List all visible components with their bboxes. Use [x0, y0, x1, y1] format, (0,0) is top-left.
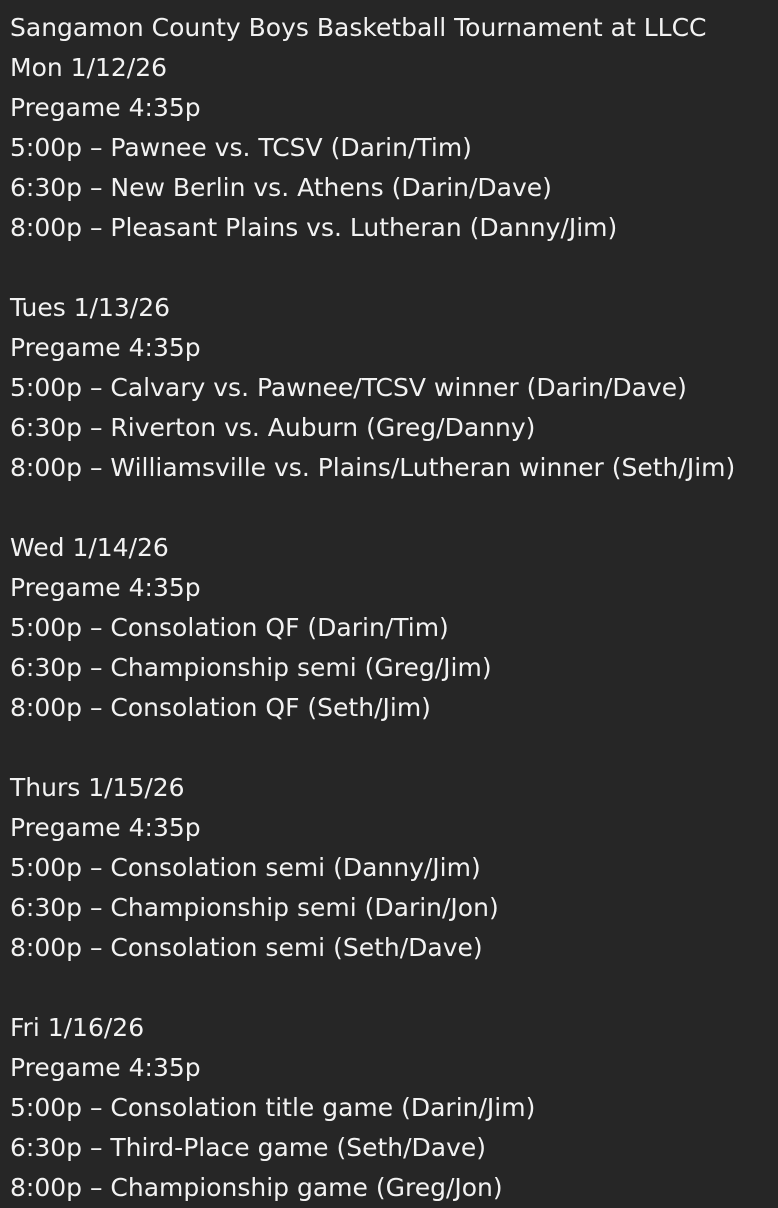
spacer — [10, 488, 778, 528]
day-date: Wed 1/14/26 — [10, 533, 169, 562]
spacer — [10, 968, 778, 1008]
game-entry: 8:00p – Williamsville vs. Plains/Lutheran winner (Seth/Jim) — [10, 453, 736, 482]
day-pregame: Pregame 4:35p — [10, 333, 201, 362]
spacer — [10, 248, 778, 288]
game-entry: 5:00p – Consolation title game (Darin/Jim) — [10, 1093, 536, 1122]
day-pregame: Pregame 4:35p — [10, 93, 201, 122]
game-entry: 5:00p – Calvary vs. Pawnee/TCSV winner (Darin/Dave) — [10, 373, 687, 402]
day-date: Tues 1/13/26 — [10, 293, 171, 322]
page-title: Sangamon County Boys Basketball Tournament at LLCC — [10, 13, 707, 42]
game-entry: 8:00p – Pleasant Plains vs. Lutheran (Danny/Jim) — [10, 213, 618, 242]
game-entry: 6:30p – Championship semi (Darin/Jon) — [10, 893, 499, 922]
game-entry: 5:00p – Pawnee vs. TCSV (Darin/Tim) — [10, 133, 472, 162]
day-pregame: Pregame 4:35p — [10, 813, 201, 842]
game-entry: 5:00p – Consolation QF (Darin/Tim) — [10, 613, 449, 642]
day-date: Mon 1/12/26 — [10, 53, 168, 82]
day-pregame: Pregame 4:35p — [10, 1053, 201, 1082]
day-date: Fri 1/16/26 — [10, 1013, 145, 1042]
game-entry: 5:00p – Consolation semi (Danny/Jim) — [10, 853, 481, 882]
game-entry: 8:00p – Championship game (Greg/Jon) — [10, 1173, 503, 1202]
day-block — [10, 288, 778, 488]
game-entry: 6:30p – Third-Place game (Seth/Dave) — [10, 1133, 487, 1162]
game-entry: 6:30p – Championship semi (Greg/Jim) — [10, 653, 492, 682]
game-entry: 8:00p – Consolation QF (Seth/Jim) — [10, 693, 431, 722]
day-block — [10, 528, 778, 728]
day-block — [10, 1008, 778, 1208]
game-entry: 8:00p – Consolation semi (Seth/Dave) — [10, 933, 483, 962]
day-date: Thurs 1/15/26 — [10, 773, 185, 802]
game-entry: 6:30p – Riverton vs. Auburn (Greg/Danny) — [10, 413, 536, 442]
day-block — [10, 768, 778, 968]
spacer — [10, 728, 778, 768]
day-pregame: Pregame 4:35p — [10, 573, 201, 602]
game-entry: 6:30p – New Berlin vs. Athens (Darin/Dave) — [10, 173, 552, 202]
day-block — [10, 48, 778, 248]
